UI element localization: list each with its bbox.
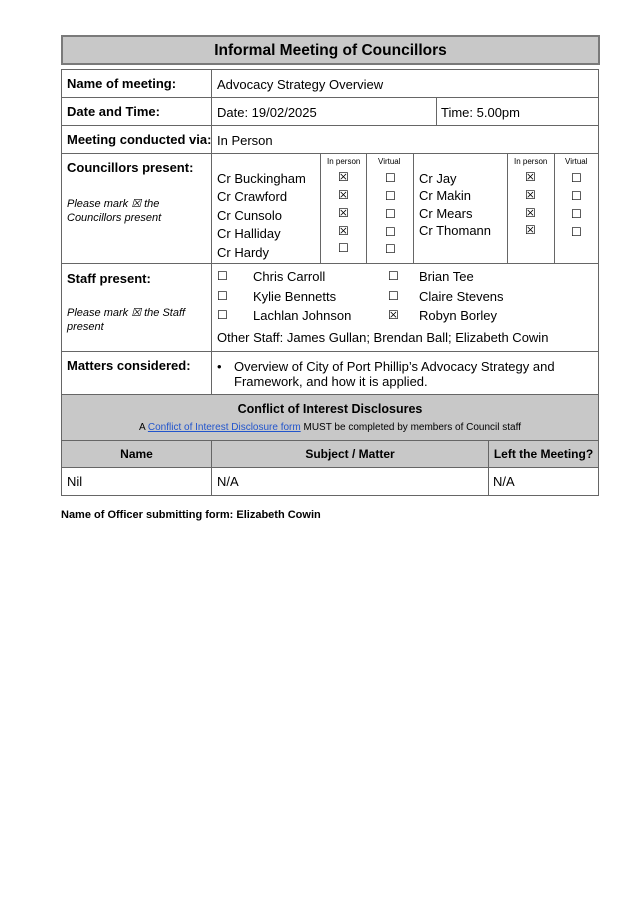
- column-divider: [320, 153, 321, 263]
- col-name-header: Name: [120, 447, 153, 461]
- in-person-checkbox[interactable]: ☒: [525, 223, 536, 237]
- councillor-name: Cr Buckingham: [217, 171, 306, 186]
- staff-name: Robyn Borley: [419, 308, 498, 323]
- column-divider: [366, 153, 367, 263]
- staff-checkbox[interactable]: ☒: [388, 308, 399, 322]
- col-left-header: Left the Meeting?: [493, 447, 594, 461]
- in-person-checkbox[interactable]: ☒: [338, 170, 349, 184]
- councillor-name: Cr Makin: [419, 188, 472, 203]
- matters-line-1: Overview of City of Port Phillip’s Advocacy Strategy and: [234, 359, 555, 374]
- virtual-checkbox[interactable]: ☐: [385, 242, 396, 256]
- form-title: Informal Meeting of Councillors: [61, 35, 600, 65]
- conflict-note-prefix: A: [138, 422, 148, 433]
- name-of-meeting-value: Advocacy Strategy Overview: [217, 77, 384, 92]
- date-value: Date: 19/02/2025: [217, 105, 317, 120]
- conflict-name-value: Nil: [67, 474, 83, 489]
- councillor-name: Cr Thomann: [419, 223, 492, 238]
- bullet: •: [217, 359, 222, 374]
- in-person-checkbox[interactable]: ☒: [338, 188, 349, 202]
- conflict-form-link[interactable]: Conflict of Interest Disclosure form: [147, 422, 301, 433]
- time-value: Time: 5.00pm: [441, 105, 520, 120]
- date-time-label: Date and Time:: [67, 104, 160, 119]
- col-in-person-right: In person: [514, 157, 548, 166]
- col-virtual-left: Virtual: [378, 157, 401, 166]
- councillor-name: Cr Hardy: [217, 245, 270, 260]
- row-divider: [61, 153, 599, 154]
- staff-name: Brian Tee: [419, 269, 474, 284]
- virtual-checkbox[interactable]: ☐: [571, 225, 582, 239]
- staff-checkbox[interactable]: ☐: [217, 289, 228, 303]
- conflict-left-value: N/A: [493, 474, 515, 489]
- conflict-subject-value: N/A: [217, 474, 239, 489]
- row-divider: [61, 97, 599, 98]
- row-divider: [61, 467, 599, 468]
- column-divider: [436, 97, 437, 125]
- matters-label: Matters considered:: [67, 358, 191, 373]
- conflict-note: [62, 422, 598, 433]
- row-divider: [61, 125, 599, 126]
- matters-line-2: Framework, and how it is applied.: [234, 374, 428, 389]
- staff-name: Claire Stevens: [419, 289, 504, 304]
- virtual-checkbox[interactable]: ☐: [385, 189, 396, 203]
- other-staff: Other Staff: James Gullan; Brendan Ball; Elizabeth Cowin: [217, 330, 549, 345]
- virtual-checkbox[interactable]: ☐: [385, 225, 396, 239]
- table-border-right: [598, 69, 599, 495]
- row-divider: [61, 263, 599, 264]
- col-in-person-left: In person: [327, 157, 361, 166]
- councillors-instruction: Please mark ☒ the Councillors present: [67, 198, 162, 224]
- staff-name: Lachlan Johnson: [253, 308, 352, 323]
- staff-checkbox[interactable]: ☐: [388, 289, 399, 303]
- conflict-heading: Conflict of Interest Disclosures: [237, 402, 423, 416]
- councillor-name: Cr Crawford: [217, 189, 288, 204]
- staff-name: Kylie Bennetts: [253, 289, 337, 304]
- table-border-bottom: [61, 495, 599, 496]
- in-person-checkbox[interactable]: ☐: [338, 241, 349, 255]
- staff-name: Chris Carroll: [253, 269, 326, 284]
- staff-label: Staff present:: [67, 271, 151, 286]
- conflict-note-suffix: MUST be completed by members of Council staff: [300, 422, 521, 433]
- in-person-checkbox[interactable]: ☒: [338, 206, 349, 220]
- councillors-label: Councillors present:: [67, 160, 194, 175]
- conducted-via-label: Meeting conducted via:: [67, 132, 212, 147]
- councillor-name: Cr Jay: [419, 171, 457, 186]
- in-person-checkbox[interactable]: ☒: [525, 188, 536, 202]
- councillor-name: Cr Halliday: [217, 226, 281, 241]
- staff-checkbox[interactable]: ☐: [388, 269, 399, 283]
- column-divider: [507, 153, 508, 263]
- column-divider: [211, 69, 212, 394]
- in-person-checkbox[interactable]: ☒: [338, 224, 349, 238]
- column-divider: [554, 153, 555, 263]
- virtual-checkbox[interactable]: ☐: [571, 207, 582, 221]
- conducted-via-value: In Person: [217, 133, 273, 148]
- staff-checkbox[interactable]: ☐: [217, 308, 228, 322]
- column-divider: [413, 153, 414, 263]
- virtual-checkbox[interactable]: ☐: [385, 207, 396, 221]
- virtual-checkbox[interactable]: ☐: [571, 189, 582, 203]
- table-border-top: [61, 69, 599, 70]
- councillor-name: Cr Cunsolo: [217, 208, 283, 223]
- submitting-officer: Name of Officer submitting form: Elizabeth Cowin: [61, 509, 321, 521]
- in-person-checkbox[interactable]: ☒: [525, 206, 536, 220]
- row-divider: [61, 351, 599, 352]
- in-person-checkbox[interactable]: ☒: [525, 170, 536, 184]
- name-of-meeting-label: Name of meeting:: [67, 76, 177, 91]
- col-virtual-right: Virtual: [565, 157, 588, 166]
- councillor-name: Cr Mears: [419, 206, 473, 221]
- row-divider: [61, 440, 599, 441]
- staff-checkbox[interactable]: ☐: [217, 269, 228, 283]
- staff-instruction: Please mark ☒ the Staff present: [67, 307, 186, 333]
- virtual-checkbox[interactable]: ☐: [385, 171, 396, 185]
- col-subject-header: Subject / Matter: [305, 447, 395, 461]
- virtual-checkbox[interactable]: ☐: [571, 171, 582, 185]
